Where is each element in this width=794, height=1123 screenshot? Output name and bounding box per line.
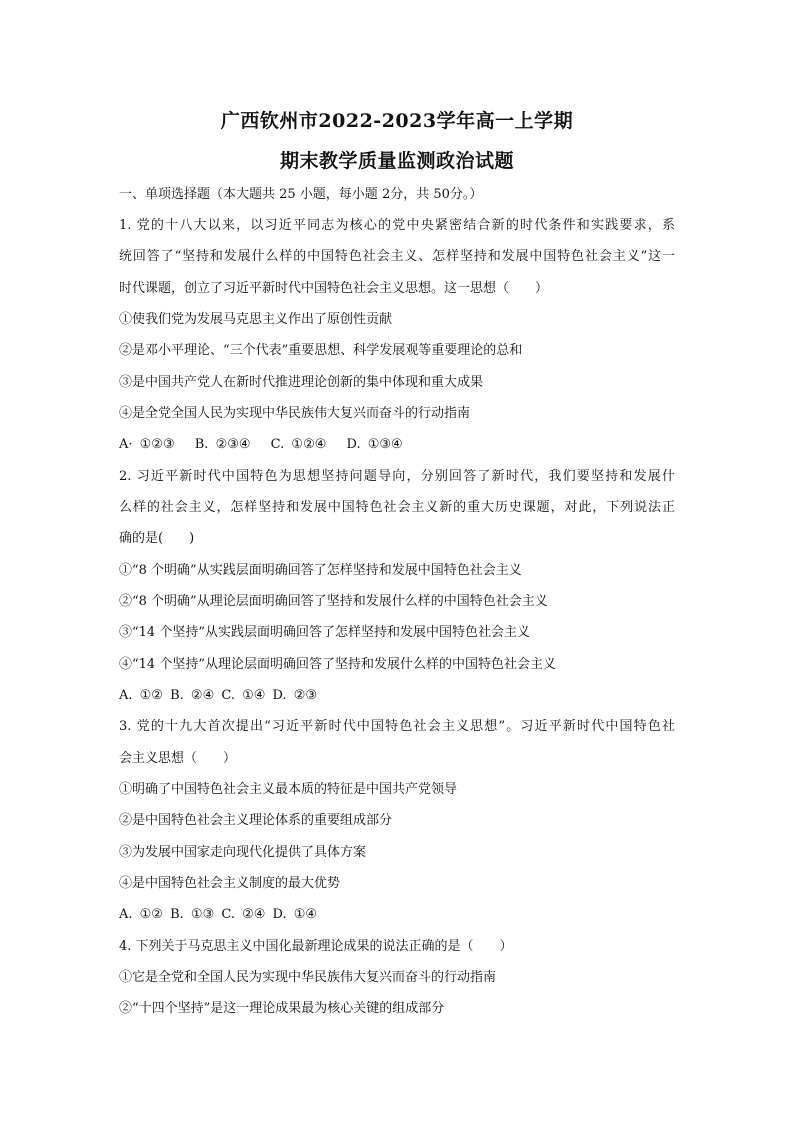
question-1-statement-2: ②是邓小平理论、“三个代表”重要思想、科学发展观等重要理论的总和 xyxy=(119,343,523,358)
document-title-line-2: 期末教学质量监测政治试题 xyxy=(279,150,514,172)
question-1-statement-3: ③是中国共产党人在新时代推进理论创新的集中体现和重大成果 xyxy=(119,375,484,390)
question-3-statement-4: ④是中国特色社会主义制度的最大优势 xyxy=(119,876,341,891)
question-3-statement-3: ③为发展中国家走向现代化提供了具体方案 xyxy=(119,845,367,860)
question-2-statement-2: ②“8 个明确”从理论层面明确回答了坚持和发展什么样的中国特色社会主义 xyxy=(119,594,548,609)
question-4-statement-1: ①它是全党和全国人民为实现中华民族伟大复兴而奋斗的行动指南 xyxy=(119,970,497,985)
section-heading: 一、单项选择题（本大题共 25 小题，每小题 2分，共 50分。） xyxy=(119,187,483,202)
question-1-statement-4: ④是全党全国人民为实现中华民族伟大复兴而奋斗的行动指南 xyxy=(119,406,471,421)
document-title-line-1: 广西钦州市2022-2023学年高一上学期 xyxy=(220,110,574,132)
question-1-stem-line-3: 时代课题，创立了习近平新时代中国特色社会主义思想。这一思想（ ） xyxy=(119,281,549,296)
question-1-stem-line-1: 1. 党的十八大以来，以习近平同志为核心的党中央紧密结合新的时代条件和实践要求，系 xyxy=(119,218,675,233)
question-3-options: A. ①② B. ①③ C. ②④ D. ①④ xyxy=(119,907,318,922)
question-1-stem-line-2: 统回答了“坚持和发展什么样的中国特色社会主义、怎样坚持和发展中国特色社会主义”这一 xyxy=(119,249,675,264)
question-3-stem-line-2: 会主义思想（ ） xyxy=(119,751,237,766)
question-2-stem-line-3: 确的是( ) xyxy=(119,531,195,546)
question-1-options: A· ①②③ B. ②③④ C. ①②④ D. ①③④ xyxy=(119,437,403,452)
question-2-stem-line-2: 么样的社会主义，怎样坚持和发展中国特色社会主义新的重大历史课题，对此，下列说法正 xyxy=(119,500,675,515)
question-3-statement-2: ②是中国特色社会主义理论体系的重要组成部分 xyxy=(119,813,393,828)
question-3-statement-1: ①明确了中国特色社会主义最本质的特征是中国共产党领导 xyxy=(119,782,458,797)
question-2-options: A. ①② B. ②④ C. ①④ D. ②③ xyxy=(119,688,318,703)
question-4-stem-line-1: 4. 下列关于马克思主义中国化最新理论成果的说法正确的是（ ） xyxy=(119,939,513,954)
question-4-statement-2: ②“十四个坚持”是这一理论成果最为核心关键的组成部分 xyxy=(119,1001,445,1016)
question-1-statement-1: ①使我们党为发展马克思主义作出了原创性贡献 xyxy=(119,312,393,327)
question-2-statement-4: ④“14 个坚持”从理论层面明确回答了坚持和发展什么样的中国特色社会主义 xyxy=(119,657,556,672)
question-3-stem-line-1: 3. 党的十九大首次提出“习近平新时代中国特色社会主义思想”。习近平新时代中国特色社 xyxy=(119,719,675,734)
question-2-stem-line-1: 2. 习近平新时代中国特色为思想坚持问题导向，分别回答了新时代，我们要坚持和发展什 xyxy=(119,469,675,484)
question-2-statement-1: ①“8 个明确”从实践层面明确回答了怎样坚持和发展中国特色社会主义 xyxy=(119,563,522,578)
question-2-statement-3: ③“14 个坚持”从实践层面明确回答了怎样坚持和发展中国特色社会主义 xyxy=(119,625,530,640)
